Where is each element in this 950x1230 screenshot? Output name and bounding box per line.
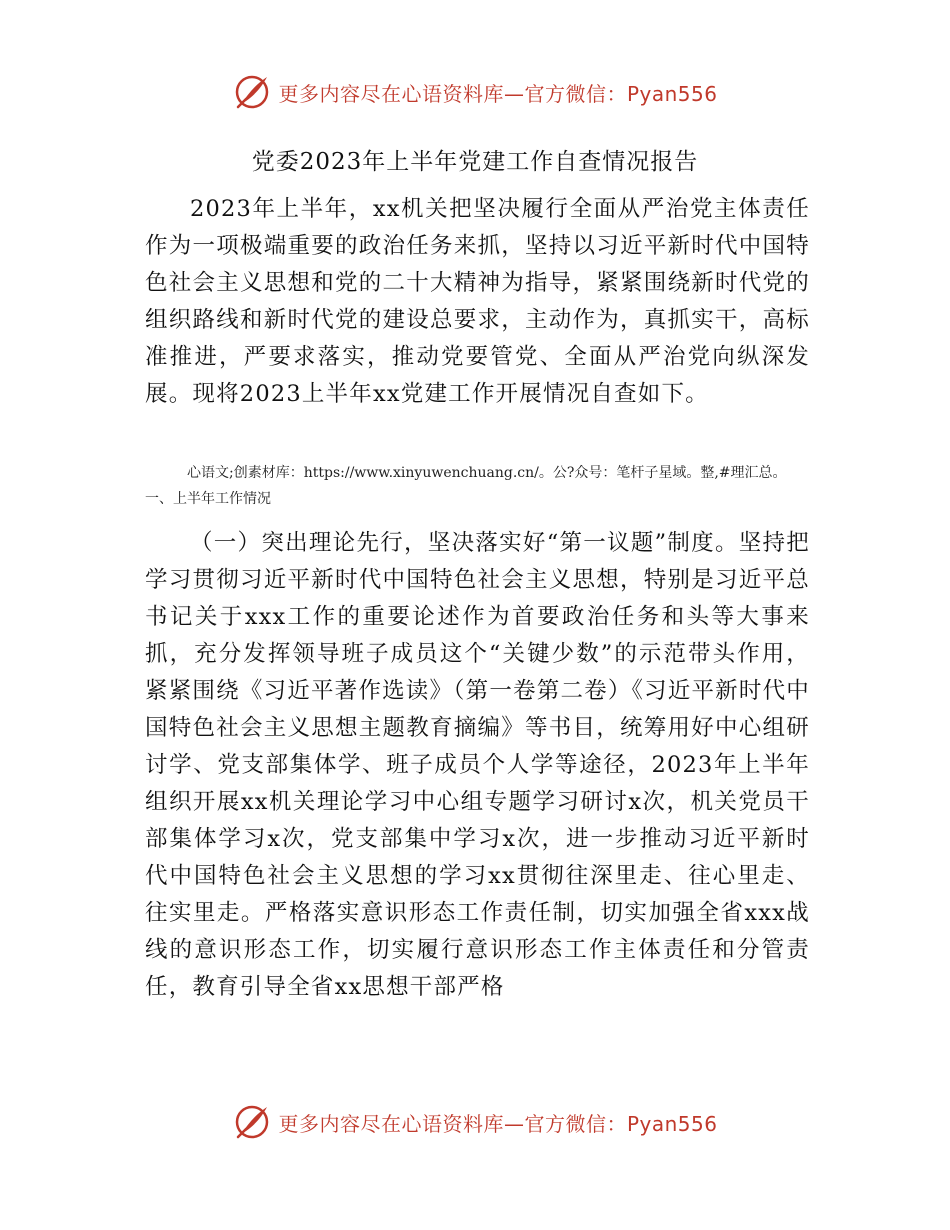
feather-pen-logo-icon (232, 1102, 272, 1142)
intro-paragraph: 2023年上半年，xx机关把坚决履行全面从严治党主体责任作为一项极端重要的政治任务来抓，坚持以习近平新时代中国特色社会主义思想和党的二十大精神为指导，紧紧围绕新时代党的组织路线和新时代党的建设总要求，主动作为，真抓实干，高标准推进，严要求落实，推动党要管党、全面从严治党向纵深发展。现将2023上半年xx党建工作开展情况自查如下。 (145, 196, 810, 407)
source-note: 心语文;创素材库：https://www.xinyuwenchuang.cn/。公?众号：笔杆子星域。整,#理汇总。一、上半年工作情况 (145, 465, 787, 507)
feather-pen-logo-icon (232, 72, 272, 112)
header-watermark-banner (0, 70, 950, 114)
footer-watermark-text: 更多内容尽在心语资料库—官方微信：Pyan556 (278, 1111, 718, 1136)
footer-watermark-banner (0, 1100, 950, 1144)
header-watermark-text: 更多内容尽在心语资料库—官方微信：Pyan556 (278, 81, 718, 106)
section-1-paragraph: （一）突出理论先行，坚决落实好“第一议题”制度。坚持把学习贯彻习近平新时代中国特色社会主义思想，特别是习近平总书记关于xxx工作的重要论述作为首要政治任务和头等大事来抓，充分发挥领导班子成员这个“关键少数”的示范带头作用，紧紧围绕《习近平著作选读》（第一卷第二卷）《习近平新时代中国特色社会主义思想主题教育摘编》等书目，统筹用好中心组研讨学、党支部集体学、班子成员个人学等途径，2023年上半年组织开展xx机关理论学习中心组专题学习研讨x次，机关党员干部集体学习x次，党支部集中学习x次，进一步推动习近平新时代中国特色社会主义思想的学习xx贯彻往深里走、往心里走、往实里走。严格落实意识形态工作责任制，切实加强全省xxx战线的意识形态工作，切实履行意识形态工作主体责任和分管责任，教育引导全省xx思想干部严格 (145, 530, 810, 1000)
document-title: 党委2023年上半年党建工作自查情况报告 (251, 149, 699, 175)
